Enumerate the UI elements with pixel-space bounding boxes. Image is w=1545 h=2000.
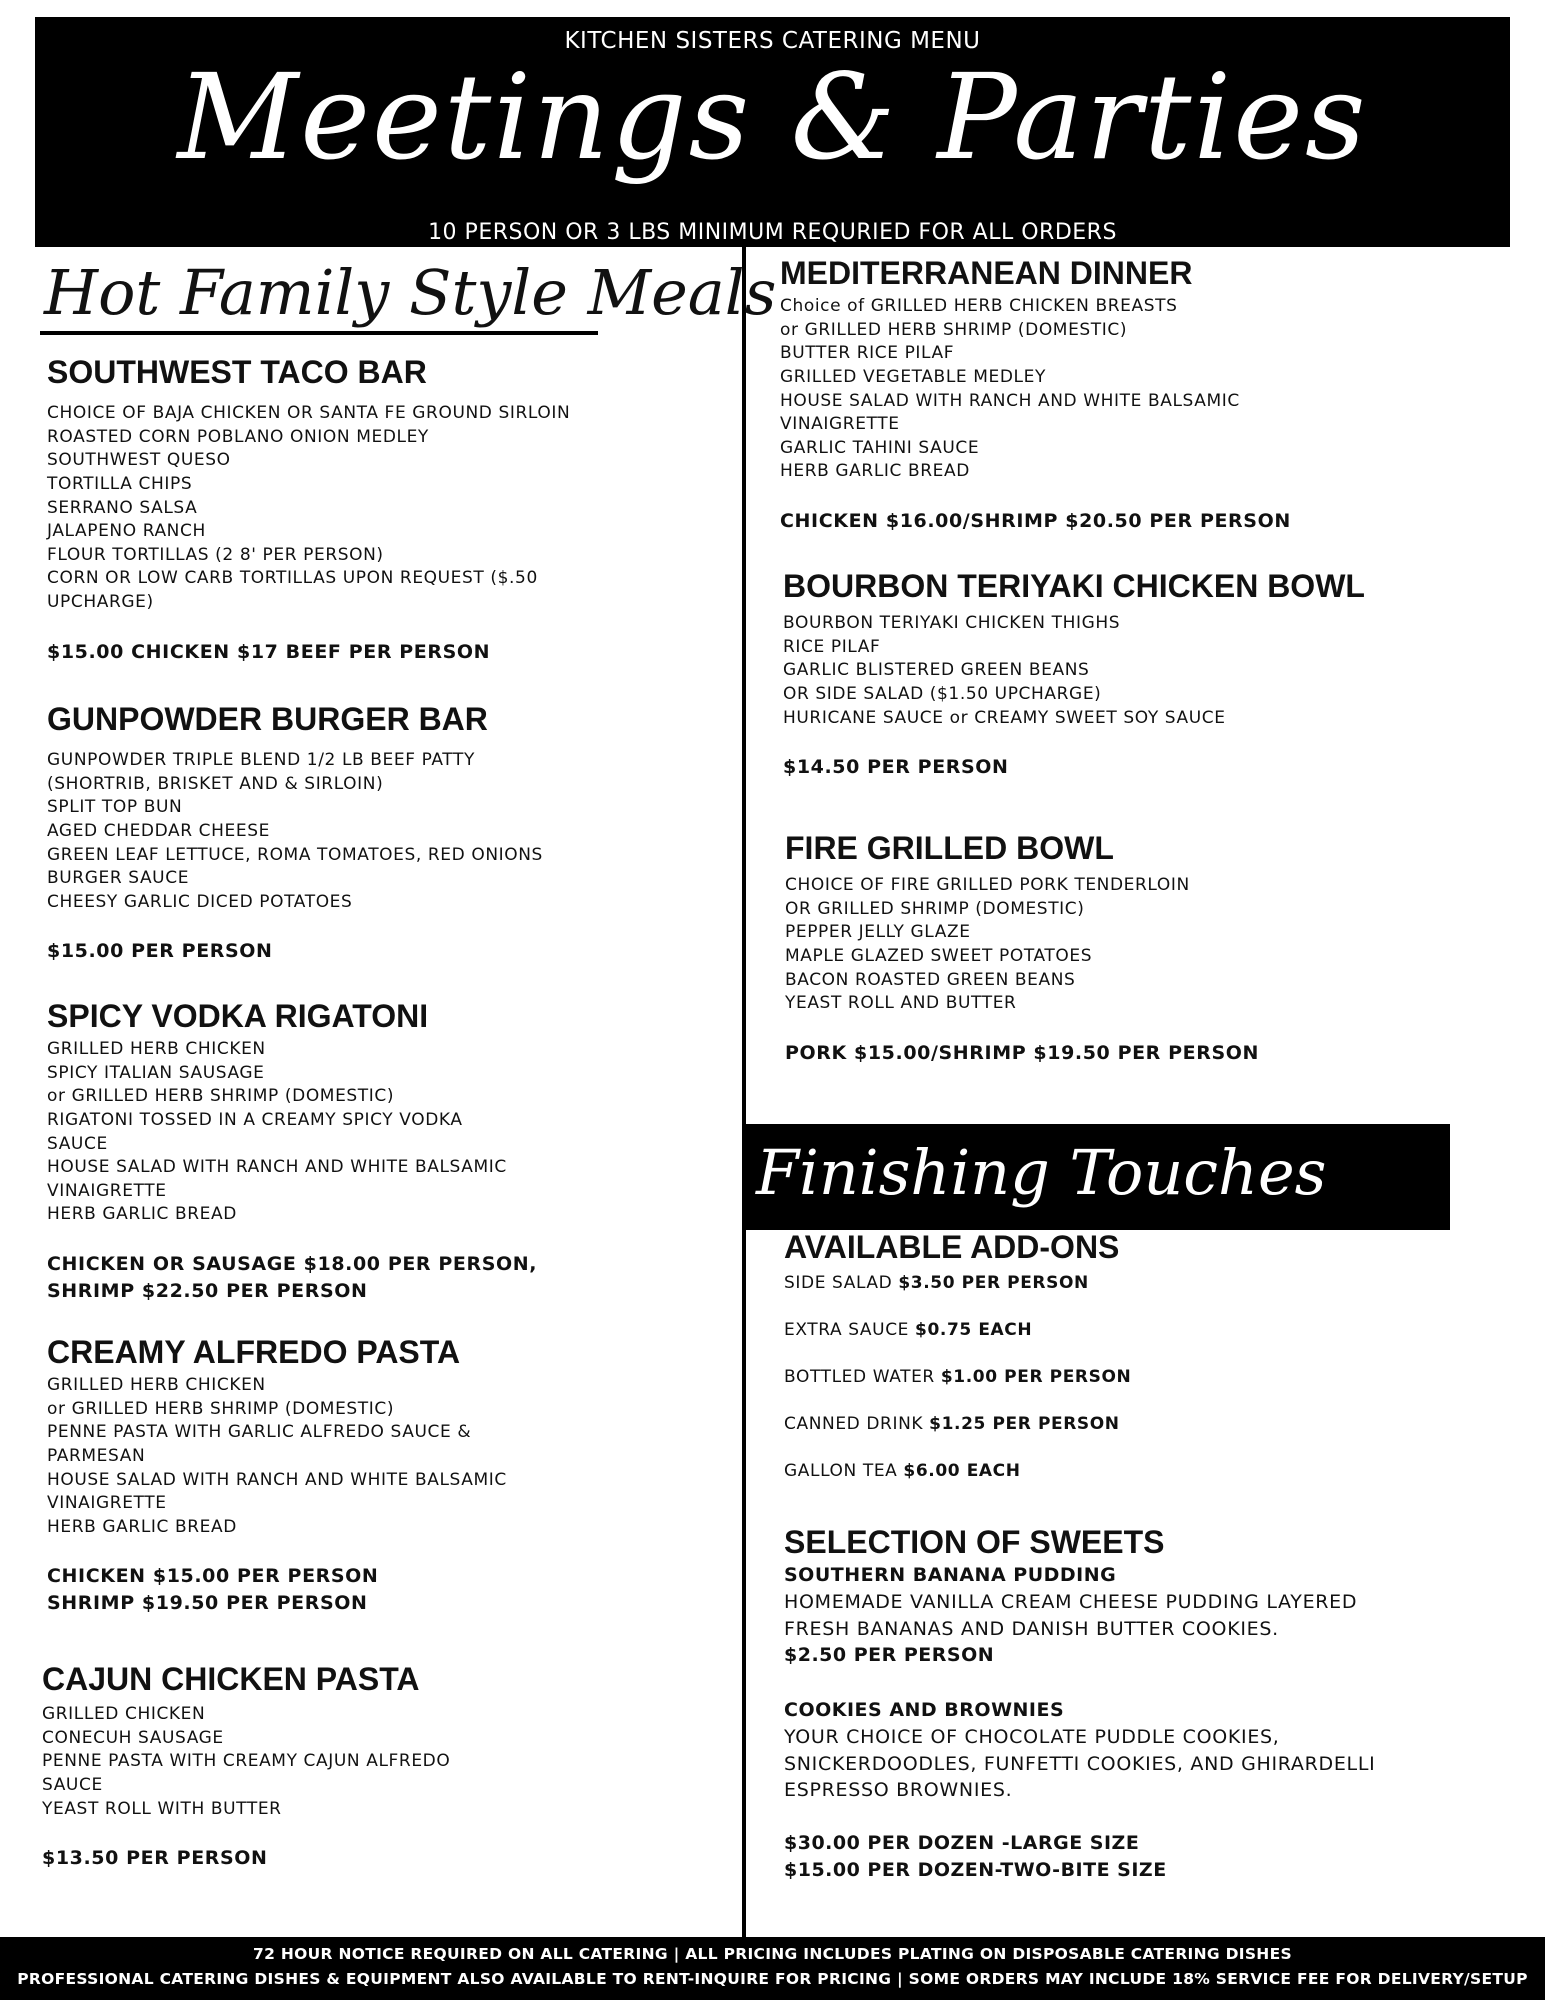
text-line: YEAST ROLL WITH BUTTER [42, 1798, 282, 1819]
text-line: CHOICE OF FIRE GRILLED PORK TENDERLOIN [785, 875, 1190, 896]
addon-price: $3.50 PER PERSON [898, 1273, 1089, 1294]
text-line: CHOICE OF BAJA CHICKEN OR SANTA FE GROUND SIRLOIN [47, 403, 571, 424]
addon-name: SIDE SALAD [784, 1273, 893, 1294]
addon-price: $1.25 PER PERSON [929, 1414, 1120, 1435]
text-line: SAUCE [42, 1774, 103, 1795]
sweets-section [784, 1525, 1444, 1884]
menu-item-bourbon-teriyaki-chicken-bowl [783, 569, 1443, 781]
price-line: $13.50 PER PERSON [42, 1847, 268, 1870]
text-line: AGED CHEDDAR CHEESE [47, 820, 270, 841]
item-title: MEDITERRANEAN DINNER [780, 255, 1193, 291]
text-line: HOUSE SALAD WITH RANCH AND WHITE BALSAMIC [47, 1469, 507, 1490]
addon-name: CANNED DRINK [784, 1414, 924, 1435]
text-line: GUNPOWDER TRIPLE BLEND 1/2 LB BEEF PATTY [47, 750, 475, 771]
addon-row [784, 1412, 1444, 1436]
addon-price: $6.00 EACH [903, 1461, 1021, 1482]
menu-item-mediterranean-dinner [780, 256, 1440, 535]
sweet-desc [784, 1724, 1444, 1804]
item-lines [783, 612, 1443, 730]
text-line: BACON ROASTED GREEN BEANS [785, 969, 1076, 990]
menu-item-cajun-chicken-pasta [42, 1662, 702, 1872]
price-line: PORK $15.00/SHRIMP $19.50 PER PERSON [785, 1041, 1259, 1064]
menu-item-creamy-alfredo-pasta [47, 1335, 707, 1617]
addon-row [784, 1318, 1444, 1342]
item-title: SOUTHWEST TACO BAR [47, 354, 427, 390]
price-line: CHICKEN OR SAUSAGE $18.00 PER PERSON, [47, 1252, 538, 1275]
text-line: SERRANO SALSA [47, 497, 198, 518]
text-line: $30.00 PER DOZEN -LARGE SIZE [784, 1831, 1140, 1854]
price-line: $15.00 CHICKEN $17 BEEF PER PERSON [47, 640, 491, 663]
text-line: GARLIC TAHINI SAUCE [780, 437, 980, 458]
text-line: PENNE PASTA WITH CREAMY CAJUN ALFREDO [42, 1751, 451, 1772]
text-line: VINAIGRETTE [47, 1180, 167, 1201]
addons-list [784, 1271, 1444, 1483]
text-line: BOURBON TERIYAKI CHICKEN THIGHS [783, 613, 1121, 634]
item-lines [780, 295, 1440, 484]
text-line: OR GRILLED SHRIMP (DOMESTIC) [785, 898, 1085, 919]
addon-row [784, 1271, 1444, 1295]
addons-section [784, 1230, 1444, 1506]
menu-item-fire-grilled-bowl [785, 831, 1445, 1067]
price-line: SHRIMP $19.50 PER PERSON [47, 1592, 368, 1615]
menu-item-spicy-vodka-rigatoni [47, 999, 707, 1305]
addon-price: $1.00 PER PERSON [940, 1367, 1132, 1388]
item-title: CAJUN CHICKEN PASTA [42, 1661, 420, 1697]
text-line: BUTTER RICE PILAF [780, 343, 955, 364]
price-line: SHRIMP $22.50 PER PERSON [47, 1279, 368, 1302]
text-line: GRILLED CHICKEN [42, 1704, 206, 1725]
item-lines [785, 874, 1445, 1016]
item-title: FIRE GRILLED BOWL [785, 830, 1114, 866]
text-line: HERB GARLIC BREAD [47, 1516, 237, 1537]
price-line: $14.50 PER PERSON [783, 756, 1009, 779]
text-line: RIGATONI TOSSED IN A CREAMY SPICY VODKA [47, 1109, 463, 1130]
sweets-title: SELECTION OF SWEETS [784, 1524, 1165, 1560]
text-line: GARLIC BLISTERED GREEN BEANS [783, 660, 1090, 681]
sweet-item [784, 1697, 1444, 1884]
sweet-price [784, 1830, 1444, 1884]
text-line: CONECUH SAUSAGE [42, 1727, 224, 1748]
text-line: GRILLED HERB CHICKEN [47, 1039, 266, 1060]
text-line: PARMESAN [47, 1445, 146, 1466]
text-line: Choice of GRILLED HERB CHICKEN BREASTS [780, 296, 1178, 317]
text-line: CORN OR LOW CARB TORTILLAS UPON REQUEST ($.50 [47, 568, 538, 589]
text-line: MAPLE GLAZED SWEET POTATOES [785, 945, 1093, 966]
text-line: GRILLED VEGETABLE MEDLEY [780, 366, 1046, 387]
text-line: FLOUR TORTILLAS (2 8' PER PERSON) [47, 544, 384, 565]
footer-notice: 72 HOUR NOTICE REQUIRED ON ALL CATERING | ALL PRICING INCLUDES PLATING ON DISPOSABLE CATERING DISHES [253, 1945, 1292, 1963]
addon-name: GALLON TEA [784, 1461, 898, 1482]
text-line: $15.00 PER DOZEN-TWO-BITE SIZE [784, 1858, 1167, 1881]
text-line: FRESH BANANAS AND DANISH BUTTER COOKIES. [784, 1617, 1279, 1640]
addon-name: BOTTLED WATER [784, 1367, 935, 1388]
footer-rental-note: PROFESSIONAL CATERING DISHES & EQUIPMENT ALSO AVAILABLE TO RENT-INQUIRE FOR PRICING | SOME ORDERS MAY INCLUDE 18% SERVICE FEE FOR DELIVERY/SETUP [17, 1970, 1528, 1988]
addons-title: AVAILABLE ADD-ONS [784, 1229, 1120, 1265]
text-line: GRILLED HERB CHICKEN [47, 1375, 266, 1396]
item-title: BOURBON TERIYAKI CHICKEN BOWL [783, 568, 1365, 604]
addon-name: EXTRA SAUCE [784, 1320, 910, 1341]
menu-item-southwest-taco-bar [47, 355, 707, 666]
sweet-price [784, 1642, 1444, 1669]
text-line: HERB GARLIC BREAD [47, 1204, 237, 1225]
sweet-item [784, 1562, 1444, 1669]
finishing-heading: Finishing Touches [756, 1136, 1327, 1209]
item-title: CREAMY ALFREDO PASTA [47, 1334, 461, 1370]
addon-price: $0.75 EACH [915, 1320, 1033, 1341]
text-line: PENNE PASTA WITH GARLIC ALFREDO SAUCE & [47, 1422, 472, 1443]
hot-meals-heading: Hot Family Style Meals [44, 256, 777, 329]
text-line: CHEESY GARLIC DICED POTATOES [47, 891, 353, 912]
menu-title: Meetings & Parties [177, 48, 1368, 186]
text-line: ESPRESSO BROWNIES. [784, 1779, 1013, 1802]
text-line: HOMEMADE VANILLA CREAM CHEESE PUDDING LAYERED [784, 1591, 1358, 1614]
text-line: GREEN LEAF LETTUCE, ROMA TOMATOES, RED ONIONS [47, 844, 543, 865]
text-line: VINAIGRETTE [47, 1493, 167, 1514]
text-line: BURGER SAUCE [47, 868, 190, 889]
text-line: SPLIT TOP BUN [47, 797, 183, 818]
text-line: SPICY ITALIAN SAUSAGE [47, 1062, 265, 1083]
sweet-name: SOUTHERN BANANA PUDDING [784, 1564, 1117, 1587]
column-divider [742, 247, 746, 1937]
addon-row [784, 1365, 1444, 1389]
text-line: or GRILLED HERB SHRIMP (DOMESTIC) [47, 1086, 395, 1107]
item-title: GUNPOWDER BURGER BAR [47, 701, 488, 737]
text-line: YEAST ROLL AND BUTTER [785, 993, 1017, 1014]
text-line: SAUCE [47, 1133, 108, 1154]
menu-kicker: KITCHEN SISTERS CATERING MENU [564, 28, 981, 54]
item-lines [47, 1374, 707, 1539]
text-line: SOUTHWEST QUESO [47, 450, 231, 471]
sweet-name: COOKIES AND BROWNIES [784, 1699, 1065, 1722]
text-line: JALAPENO RANCH [47, 521, 206, 542]
item-price [47, 639, 707, 666]
text-line: HURICANE SAUCE or CREAMY SWEET SOY SAUCE [783, 707, 1226, 728]
text-line: PEPPER JELLY GLAZE [785, 922, 971, 943]
item-lines [47, 749, 707, 914]
addon-row [784, 1459, 1444, 1483]
item-price [47, 938, 707, 965]
item-price [783, 754, 1443, 781]
price-line: $15.00 PER PERSON [47, 940, 273, 963]
text-line: HOUSE SALAD WITH RANCH AND WHITE BALSAMIC [780, 390, 1240, 411]
text-line: UPCHARGE) [47, 591, 154, 612]
item-price [47, 1251, 707, 1305]
text-line: ROASTED CORN POBLANO ONION MEDLEY [47, 426, 429, 447]
text-line: YOUR CHOICE OF CHOCOLATE PUDDLE COOKIES, [784, 1726, 1280, 1749]
item-price [47, 1563, 707, 1617]
item-title: SPICY VODKA RIGATONI [47, 998, 429, 1034]
item-lines [47, 1038, 707, 1227]
heading-underline [40, 331, 598, 335]
text-line: SNICKERDOODLES, FUNFETTI COOKIES, AND GHIRARDELLI [784, 1752, 1376, 1775]
text-line: $2.50 PER PERSON [784, 1644, 995, 1667]
text-line: HOUSE SALAD WITH RANCH AND WHITE BALSAMIC [47, 1157, 507, 1178]
text-line: RICE PILAF [783, 636, 881, 657]
menu-item-gunpowder-burger-bar [47, 702, 707, 965]
minimum-order-note: 10 PERSON OR 3 LBS MINIMUM REQURIED FOR ALL ORDERS [428, 220, 1117, 245]
item-price [780, 508, 1440, 535]
item-lines [42, 1703, 702, 1821]
price-line: CHICKEN $16.00/SHRIMP $20.50 PER PERSON [780, 509, 1291, 532]
text-line: OR SIDE SALAD ($1.50 UPCHARGE) [783, 683, 1102, 704]
item-price [785, 1040, 1445, 1067]
text-line: (SHORTRIB, BRISKET AND & SIRLOIN) [47, 773, 384, 794]
text-line: or GRILLED HERB SHRIMP (DOMESTIC) [780, 319, 1128, 340]
text-line: VINAIGRETTE [780, 414, 900, 435]
sweet-desc [784, 1589, 1444, 1642]
text-line: or GRILLED HERB SHRIMP (DOMESTIC) [47, 1398, 395, 1419]
price-line: CHICKEN $15.00 PER PERSON [47, 1565, 379, 1588]
item-lines [47, 402, 707, 614]
item-price [42, 1845, 702, 1872]
text-line: TORTILLA CHIPS [47, 473, 193, 494]
text-line: HERB GARLIC BREAD [780, 461, 970, 482]
